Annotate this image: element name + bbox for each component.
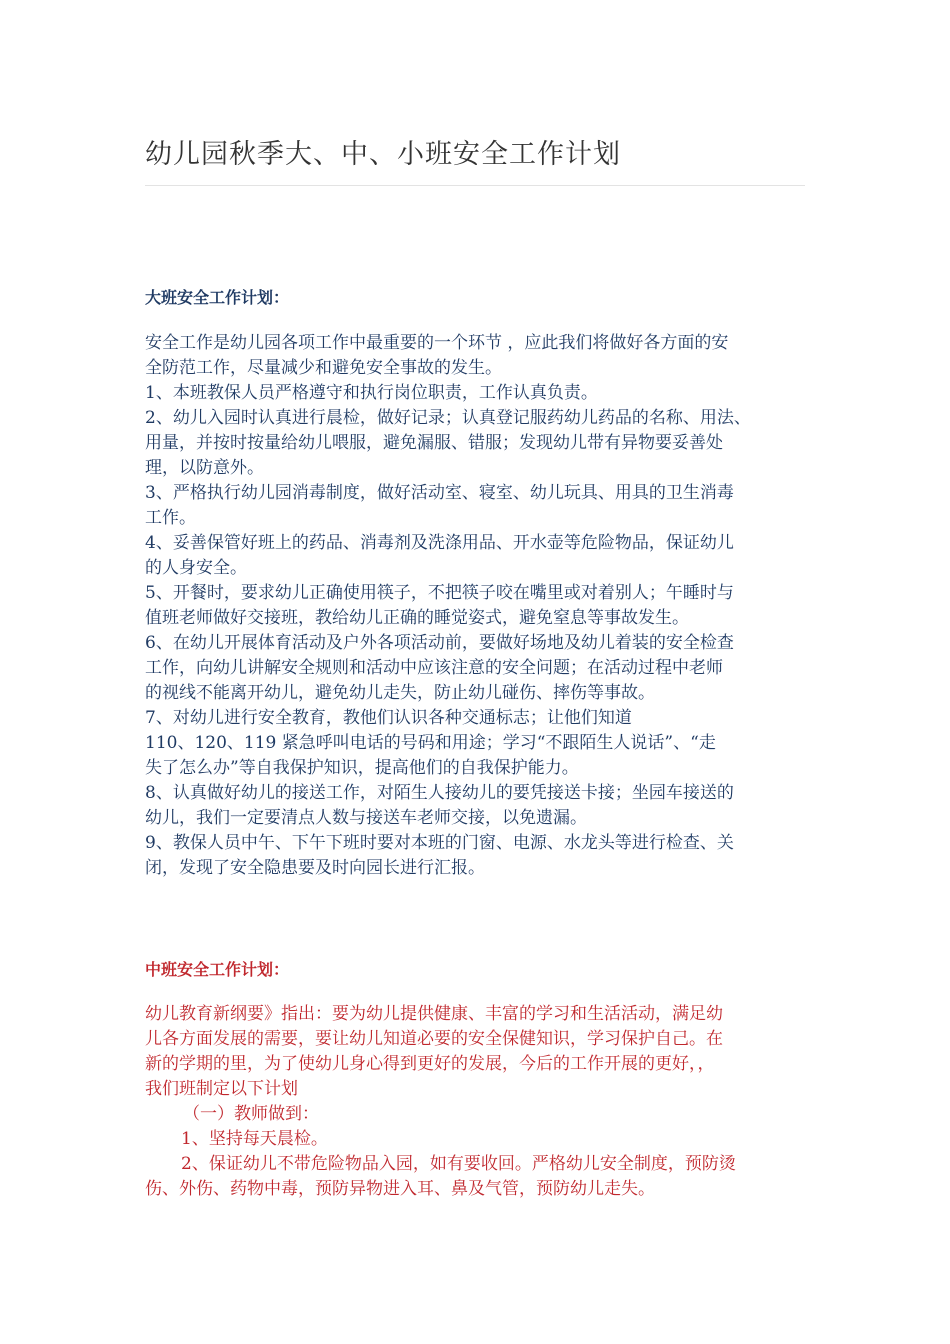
paragraph-line: 9、教保人员中午、下午下班时要对本班的门窗、电源、水龙头等进行检查、关 xyxy=(145,833,734,853)
paragraph-line: 值班老师做好交接班，教给幼儿正确的睡觉姿式，避免窒息等事故发生。 xyxy=(145,608,689,628)
paragraph-line: 新的学期的里，为了使幼儿身心得到更好的发展，今后的工作开展的更好，， xyxy=(145,1054,715,1074)
list-item: 2、保证幼儿不带危险物品入园，如有要收回。严格幼儿安全制度，预防烫 xyxy=(181,1154,736,1174)
paragraph-line: 6、在幼儿开展体育活动及户外各项活动前，要做好场地及幼儿着装的安全检查 xyxy=(145,633,734,653)
teacher-subheading: （一）教师做到： xyxy=(183,1104,319,1124)
large-class-heading: 大班安全工作计划： xyxy=(145,288,290,307)
paragraph-line: 1、本班教保人员严格遵守和执行岗位职责，工作认真负责。 xyxy=(145,383,598,403)
paragraph-line: 儿各方面发展的需要，要让幼儿知道必要的安全保健知识，学习保护自己。在 xyxy=(145,1029,723,1049)
paragraph-line: 2、幼儿入园时认真进行晨检，做好记录；认真登记服药幼儿药品的名称、用法、 xyxy=(145,408,751,428)
paragraph-line: 5、开餐时，要求幼儿正确使用筷子，不把筷子咬在嘴里或对着别人；午睡时与 xyxy=(145,583,734,603)
paragraph-line: 我们班制定以下计划 xyxy=(145,1079,298,1099)
paragraph-line: 的视线不能离开幼儿，避免幼儿走失，防止幼儿碰伤、摔伤等事故。 xyxy=(145,683,655,703)
paragraph-line: 4、妥善保管好班上的药品、消毒剂及洗涤用品、开水壶等危险物品，保证幼儿 xyxy=(145,533,734,553)
paragraph-line: 用量，并按时按量给幼儿喂服，避免漏服、错服；发现幼儿带有异物要妥善处 xyxy=(145,433,723,453)
large-class-body xyxy=(145,331,820,881)
paragraph-line: 幼儿，我们一定要清点人数与接送车老师交接，以免遗漏。 xyxy=(145,808,587,828)
paragraph-line: 工作。 xyxy=(145,508,196,528)
paragraph-line: 安全工作是幼儿园各项工作中最重要的一个环节 ，应此我们将做好各方面的安 xyxy=(145,333,729,353)
paragraph-line: 3、严格执行幼儿园消毒制度，做好活动室、寝室、幼儿玩具、用具的卫生消毒 xyxy=(145,483,734,503)
document-title: 幼儿园秋季大、中、小班安全工作计划 xyxy=(145,139,621,170)
paragraph-line: 幼儿教育新纲要》指出：要为幼儿提供健康、丰富的学习和生活活动，满足幼 xyxy=(145,1004,723,1024)
paragraph-line: 110、120、119 紧急呼叫电话的号码和用途；学习“不跟陌生人说话”、“走 xyxy=(145,733,716,753)
paragraph-line: 闭，发现了安全隐患要及时向园长进行汇报。 xyxy=(145,858,485,878)
paragraph-line: 失了怎么办”等自我保护知识，提高他们的自我保护能力。 xyxy=(145,758,579,778)
paragraph-line: 8、认真做好幼儿的接送工作，对陌生人接幼儿的要凭接送卡接；坐园车接送的 xyxy=(145,783,734,803)
middle-class-heading-block xyxy=(145,957,820,980)
paragraph-line: 理，以防意外。 xyxy=(145,458,264,478)
paragraph-line: 全防范工作，尽量减少和避免安全事故的发生。 xyxy=(145,358,502,378)
paragraph-line: 的人身安全。 xyxy=(145,558,247,578)
paragraph-line: 工作，向幼儿讲解安全规则和活动中应该注意的安全问题；在活动过程中老师 xyxy=(145,658,723,678)
large-class-heading-block xyxy=(145,285,820,308)
title-divider xyxy=(145,185,805,186)
list-item: 1、坚持每天晨检。 xyxy=(181,1129,328,1149)
middle-class-body xyxy=(145,1002,820,1202)
middle-class-heading: 中班安全工作计划： xyxy=(145,960,290,979)
paragraph-line: 伤、外伤、药物中毒，预防异物进入耳、鼻及气管，预防幼儿走失。 xyxy=(145,1179,655,1199)
paragraph-line: 7、对幼儿进行安全教育，教他们认识各种交通标志；让他们知道 xyxy=(145,708,632,728)
